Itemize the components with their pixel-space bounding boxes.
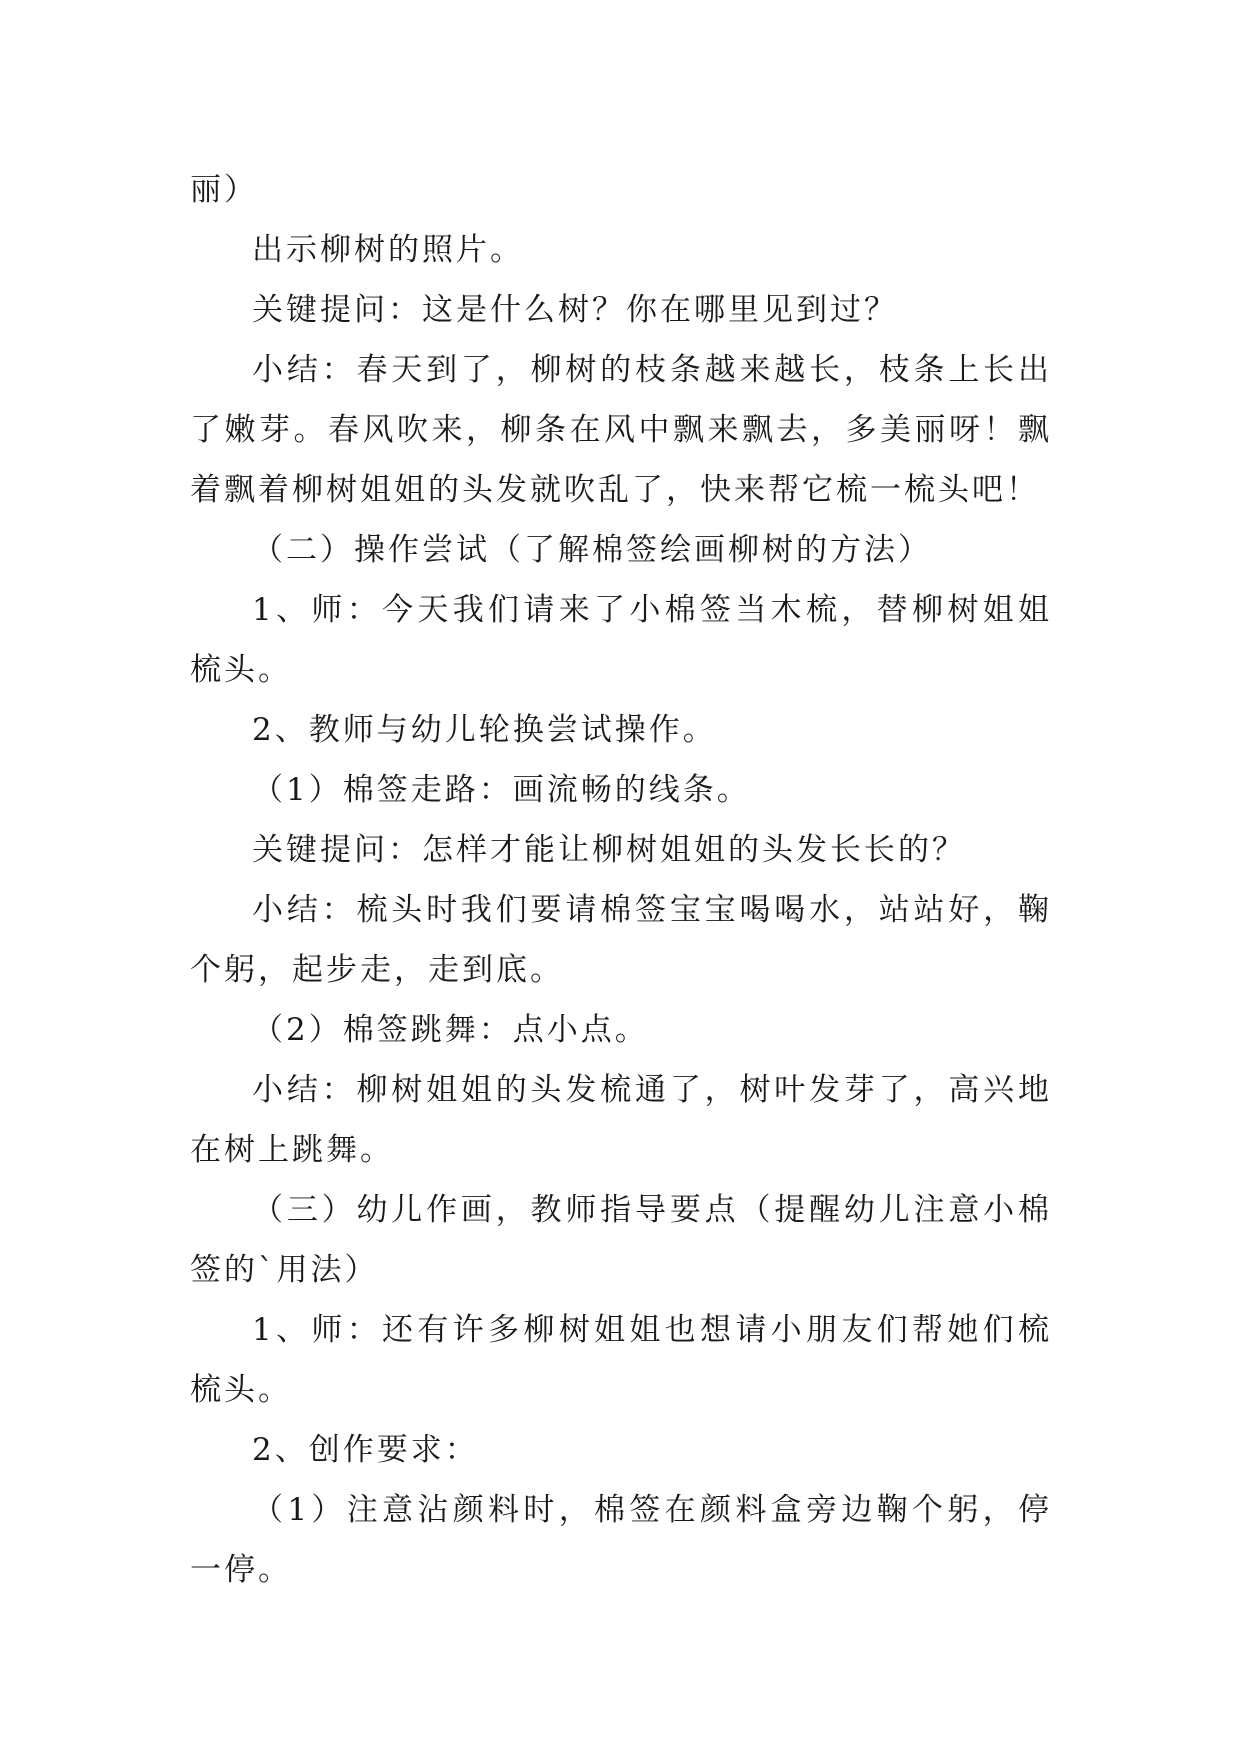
paragraph-continuation: 丽） <box>190 172 258 208</box>
section-heading-2: （二）操作尝试（了解棉签绘画柳树的方法） <box>252 532 932 568</box>
paragraph-requirements: 2、创作要求： <box>252 1432 479 1468</box>
paragraph-requirement-1: （1）注意沾颜料时，棉签在颜料盒旁边鞠个躬，停一停。 <box>190 1492 1052 1588</box>
paragraph-step-2: 2、教师与幼儿轮换尝试操作。 <box>252 712 717 748</box>
paragraph-sub-2: （2）棉签跳舞：点小点。 <box>252 1012 649 1048</box>
paragraph-step-1: 1、师：今天我们请来了小棉签当木梳，替柳树姐姐梳头。 <box>190 592 1052 688</box>
paragraph-step-3: 1、师：还有许多柳树姐姐也想请小朋友们帮她们梳梳头。 <box>190 1312 1052 1408</box>
paragraph-summary-1: 小结：春天到了，柳树的枝条越来越长，枝条上长出了嫩芽。春风吹来，柳条在风中飘来飘去，多美丽呀！飘着飘着柳树姐姐的头发就吹乱了，快来帮它梳一梳头吧！ <box>190 352 1052 508</box>
paragraph-show-photo: 出示柳树的照片。 <box>252 232 524 268</box>
document-body <box>190 160 1052 1600</box>
paragraph-summary-3: 小结：柳树姐姐的头发梳通了，树叶发芽了，高兴地在树上跳舞。 <box>190 1072 1052 1168</box>
paragraph-sub-1: （1）棉签走路：画流畅的线条。 <box>252 772 751 808</box>
paragraph-key-question-1: 关键提问：这是什么树？你在哪里见到过？ <box>252 292 898 328</box>
paragraph-summary-2: 小结：梳头时我们要请棉签宝宝喝喝水，站站好，鞠个躬，起步走，走到底。 <box>190 892 1052 988</box>
section-heading-3: （三）幼儿作画，教师指导要点（提醒幼儿注意小棉签的`用法） <box>190 1192 1052 1288</box>
paragraph-key-question-2: 关键提问：怎样才能让柳树姐姐的头发长长的？ <box>252 832 966 868</box>
